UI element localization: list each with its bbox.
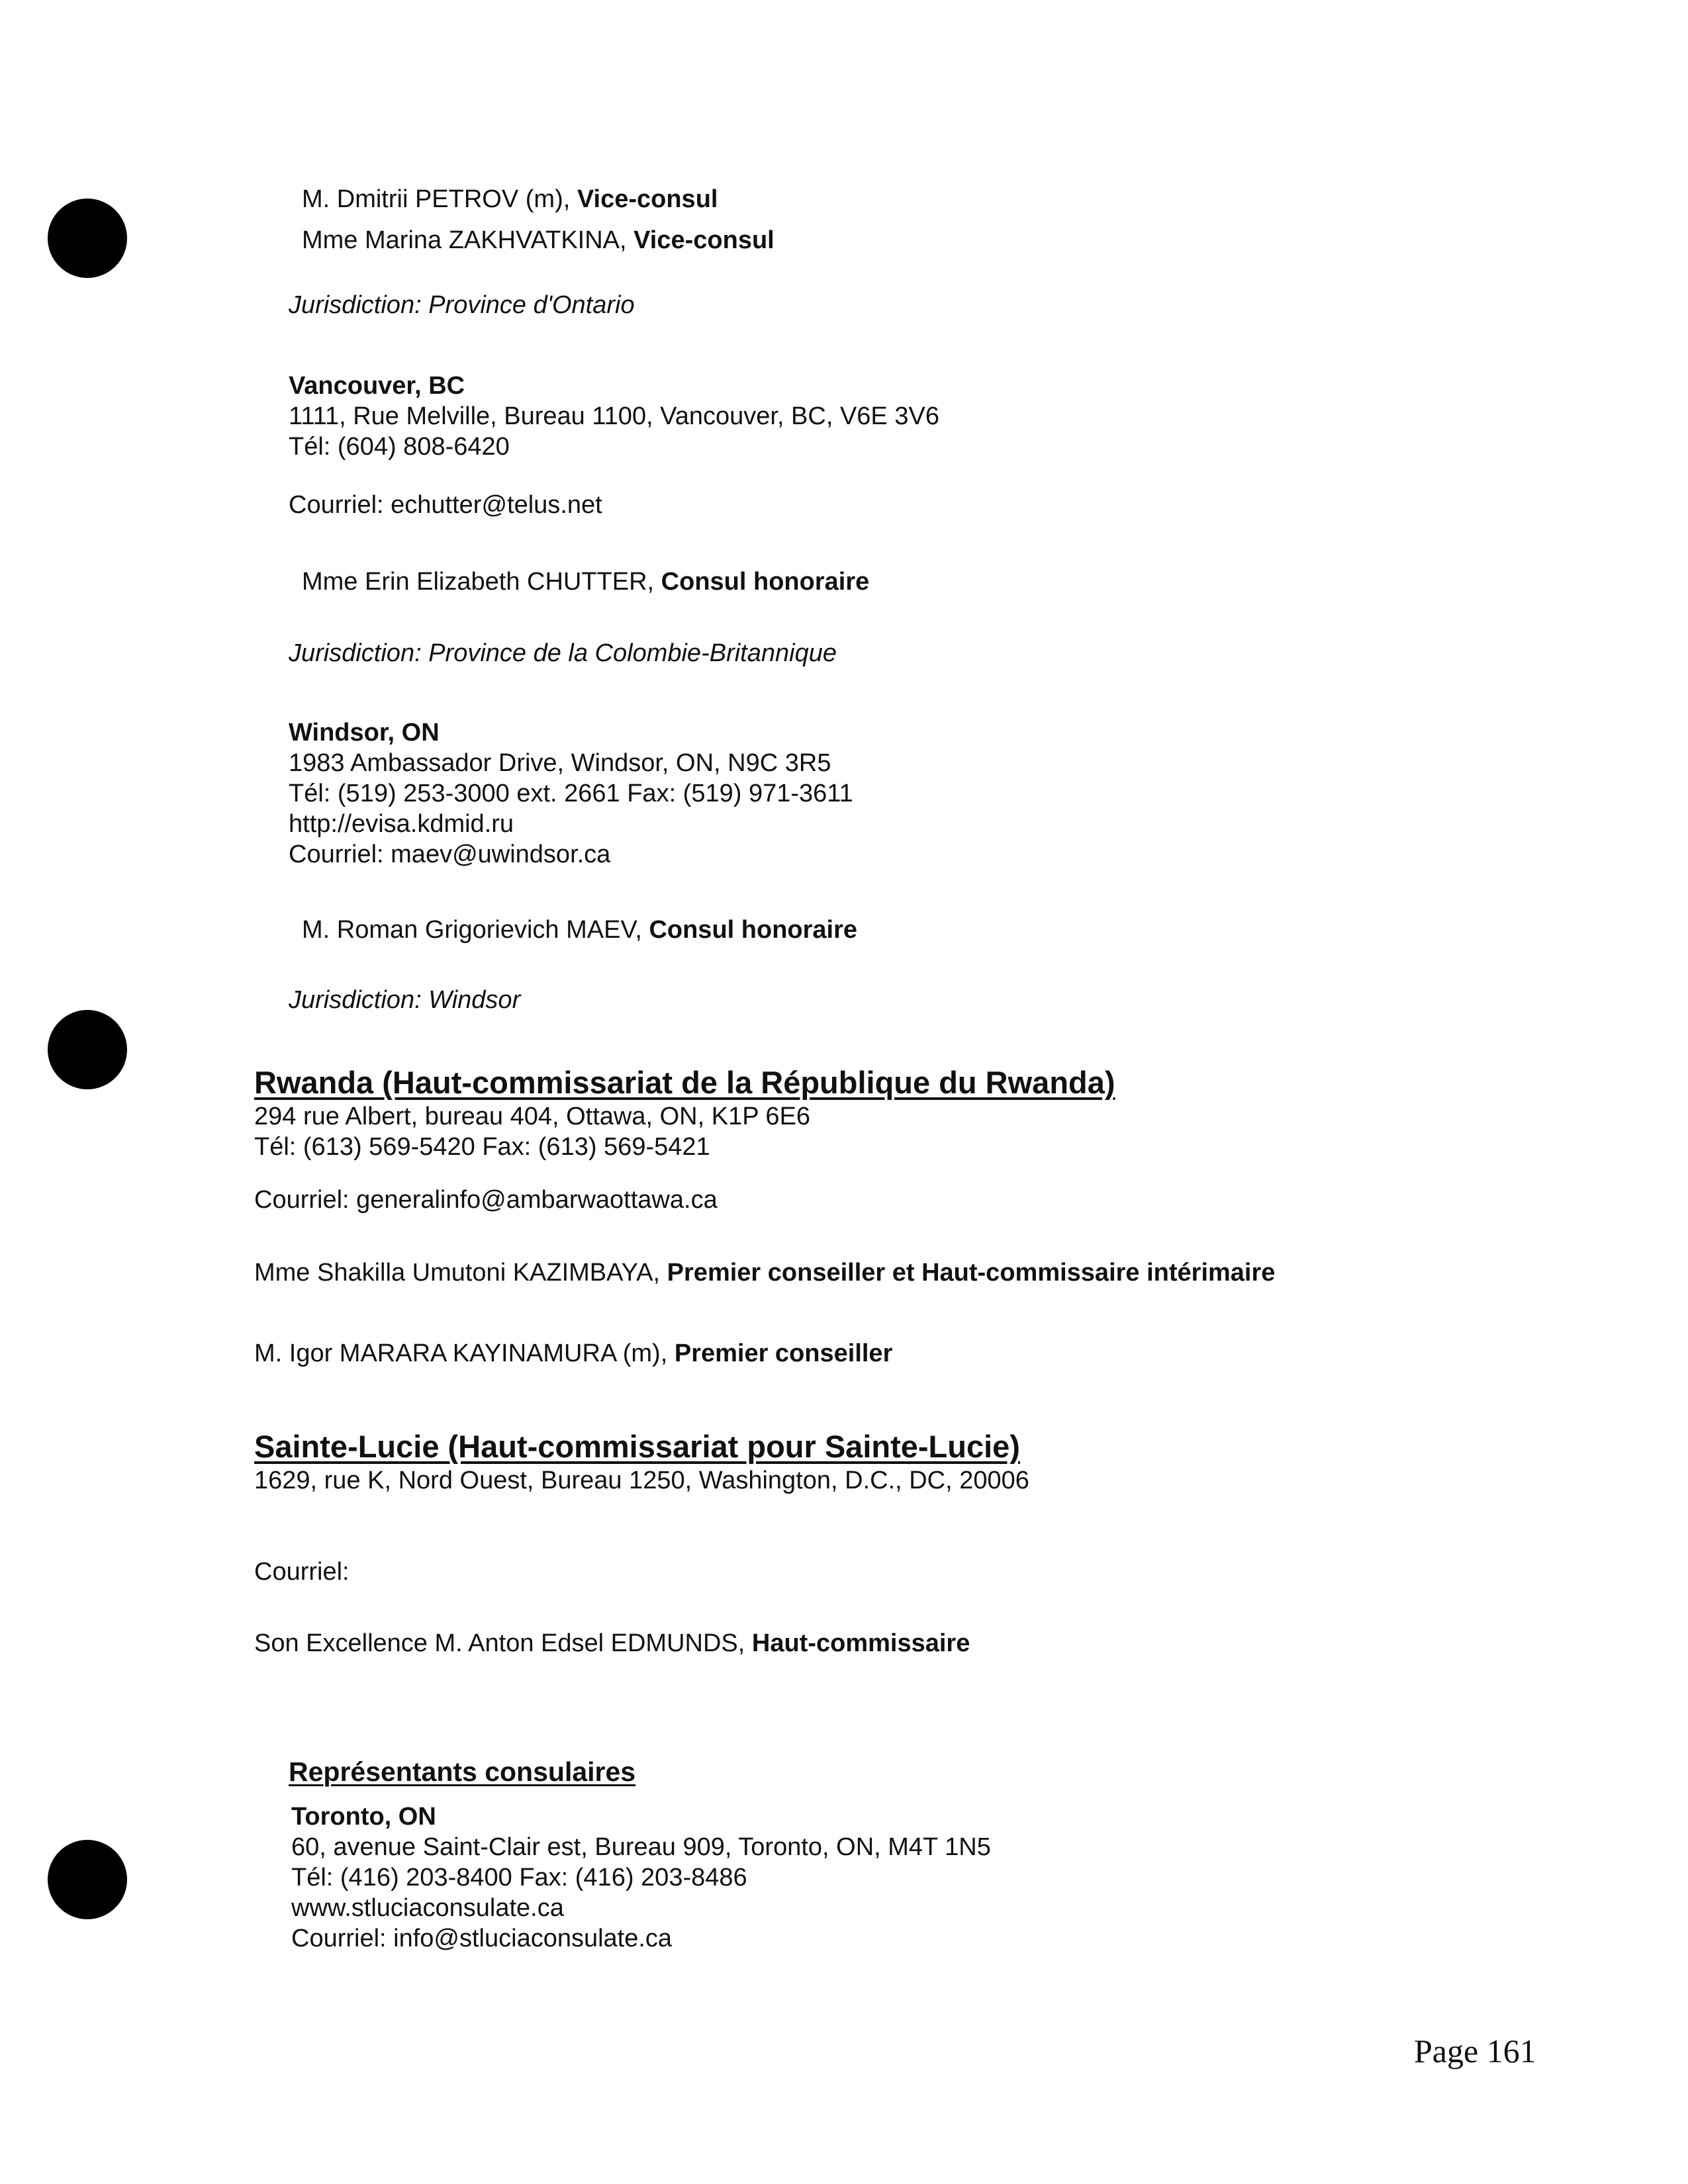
windsor-office bbox=[289, 717, 853, 870]
sainte-lucie-section bbox=[254, 1428, 1029, 1496]
page-number: Page 161 bbox=[1414, 2032, 1536, 2070]
office-address: 294 rue Albert, bureau 404, Ottawa, ON, K1P 6E6 bbox=[254, 1103, 811, 1130]
country-heading: Rwanda (Haut-commissariat de la République du Rwanda) bbox=[254, 1065, 1115, 1100]
office-email: Courriel: bbox=[254, 1558, 350, 1586]
person-entry: M. Roman Grigorievich MAEV, Consul honoraire bbox=[302, 916, 858, 944]
office-email: Courriel: echutter@telus.net bbox=[289, 491, 602, 519]
jurisdiction-line: Jurisdiction: Province de la Colombie-Britannique bbox=[289, 639, 837, 667]
office-address: 1983 Ambassador Drive, Windsor, ON, N9C 3R5 bbox=[289, 749, 831, 777]
punch-hole-top bbox=[48, 199, 127, 278]
punch-hole-middle bbox=[48, 1010, 127, 1089]
office-address: 1629, rue K, Nord Ouest, Bureau 1250, Washington, D.C., DC, 20006 bbox=[254, 1467, 1029, 1494]
person-entry: M. Igor MARARA KAYINAMURA (m), Premier conseiller bbox=[254, 1340, 893, 1367]
office-phone: Tél: (519) 253-3000 ext. 2661 Fax: (519) 971-3611 bbox=[289, 780, 853, 807]
person-entry: Mme Marina ZAKHVATKINA, Vice-consul bbox=[302, 226, 774, 254]
office-phone: Tél: (416) 203-8400 Fax: (416) 203-8486 bbox=[291, 1864, 747, 1891]
office-address: 60, avenue Saint-Clair est, Bureau 909, Toronto, ON, M4T 1N5 bbox=[291, 1833, 991, 1861]
office-city: Toronto, ON bbox=[291, 1803, 436, 1831]
office-city: Windsor, ON bbox=[289, 719, 440, 747]
punch-hole-bottom bbox=[48, 1840, 127, 1919]
vancouver-office bbox=[289, 371, 939, 462]
country-heading: Sainte-Lucie (Haut-commissariat pour Sainte-Lucie) bbox=[254, 1429, 1020, 1464]
vice-consul-list bbox=[302, 179, 774, 261]
person-entry: Mme Erin Elizabeth CHUTTER, Consul honoraire bbox=[302, 568, 870, 596]
consular-heading: Représentants consulaires bbox=[289, 1756, 636, 1787]
office-email: Courriel: maev@uwindsor.ca bbox=[289, 841, 611, 868]
jurisdiction-line: Jurisdiction: Province d'Ontario bbox=[289, 291, 635, 319]
office-address: 1111, Rue Melville, Bureau 1100, Vancouver, BC, V6E 3V6 bbox=[289, 402, 939, 430]
office-email: Courriel: info@stluciaconsulate.ca bbox=[291, 1925, 673, 1952]
office-website: www.stluciaconsulate.ca bbox=[291, 1894, 564, 1922]
office-phone: Tél: (604) 808-6420 bbox=[289, 433, 510, 461]
jurisdiction-line: Jurisdiction: Windsor bbox=[289, 986, 521, 1014]
office-email: Courriel: generalinfo@ambarwaottawa.ca bbox=[254, 1186, 718, 1214]
office-website: http://evisa.kdmid.ru bbox=[289, 810, 514, 838]
person-entry: M. Dmitrii PETROV (m), Vice-consul bbox=[302, 185, 718, 213]
person-entry: Son Excellence M. Anton Edsel EDMUNDS, Haut-commissaire bbox=[254, 1629, 970, 1657]
office-city: Vancouver, BC bbox=[289, 372, 465, 400]
rwanda-section bbox=[254, 1064, 1115, 1162]
toronto-office bbox=[291, 1801, 991, 1954]
person-entry: Mme Shakilla Umutoni KAZIMBAYA, Premier conseiller et Haut-commissaire intérimaire bbox=[254, 1259, 1276, 1287]
office-phone: Tél: (613) 569-5420 Fax: (613) 569-5421 bbox=[254, 1133, 710, 1161]
